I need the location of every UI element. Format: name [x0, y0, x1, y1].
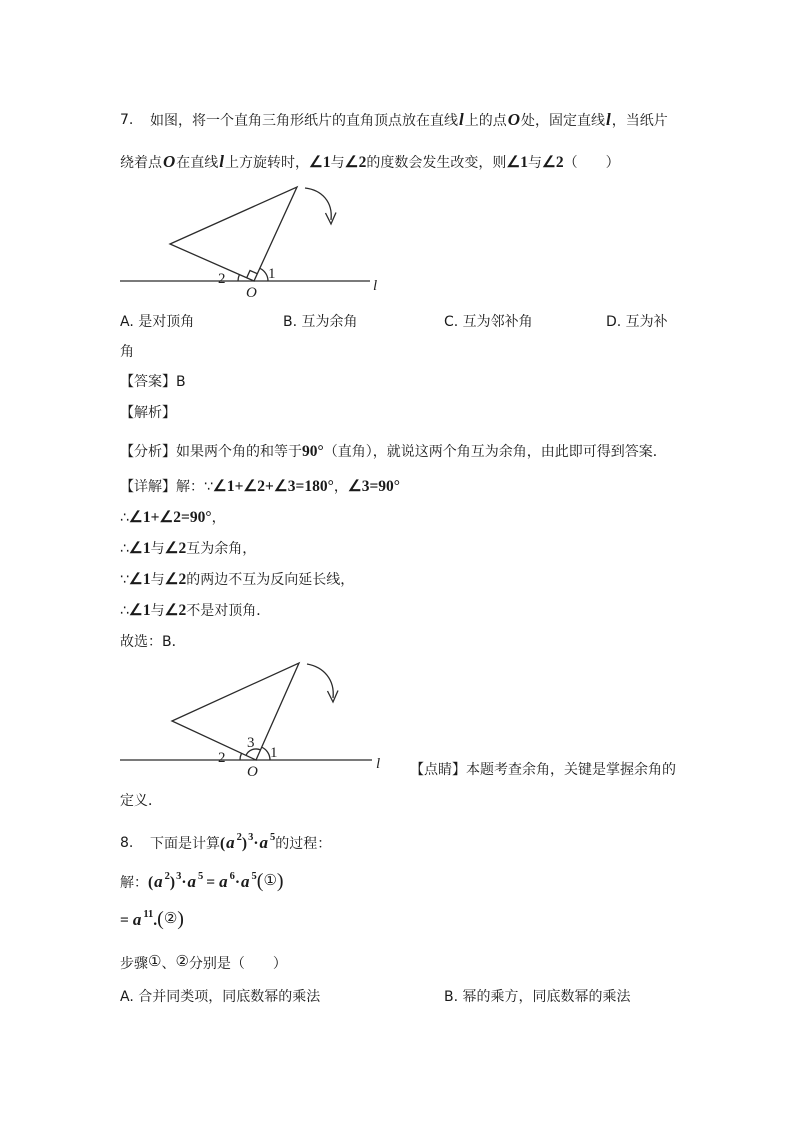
detail-text: 【详解】解：: [120, 479, 204, 495]
line-variable: l: [459, 110, 464, 129]
exponent: 11: [143, 909, 154, 920]
stem-text: 在直线: [176, 155, 219, 171]
angle-1-label: 1: [270, 745, 278, 761]
explanation-heading: 【解析】: [120, 405, 176, 421]
angle-2-arc: [240, 753, 242, 760]
base-variable: a: [187, 872, 197, 891]
line-variable: l: [219, 152, 225, 171]
equals-sign: =: [120, 912, 129, 929]
step-marker-paren: (: [256, 870, 264, 892]
step-1-marker: ①: [263, 871, 277, 889]
angle-symbol: ∠2: [164, 602, 187, 619]
right-triangle: [170, 187, 297, 281]
line-variable: l: [606, 110, 611, 129]
exponent: 5: [251, 871, 257, 882]
stem-text: 、: [161, 956, 176, 972]
triangle-figure-1: [110, 178, 390, 303]
left-paren: (: [148, 874, 154, 891]
base-variable: a: [259, 833, 269, 852]
detail-line-3: [120, 539, 256, 559]
step-marker-paren: ): [177, 908, 184, 930]
rotation-arrow: [307, 664, 333, 698]
step-1-marker: ①: [148, 952, 162, 970]
line-l-label: l: [373, 278, 378, 294]
key-point-line-2: 定义．: [120, 793, 162, 809]
analysis-text: （直角），就说这两个角互为余角，由此即可得到答案．: [323, 444, 667, 460]
detail-line-2: [120, 508, 226, 528]
detail-text: 与: [150, 541, 165, 557]
step-question: [120, 953, 287, 974]
math-expression: ∠3=90°: [347, 478, 400, 495]
step-2-marker: ②: [163, 909, 178, 927]
vertex-o-label: O: [246, 285, 257, 301]
math-expression: ∠1+∠2=90°: [128, 509, 212, 526]
base-variable: a: [154, 872, 163, 891]
angle-symbol: ∠1: [128, 602, 151, 619]
angle-symbol: ∠2: [344, 154, 367, 171]
detail-text: 的两边不互为反向延长线，: [186, 572, 355, 588]
question-8-number: 8.: [120, 835, 134, 851]
analysis-text: 【分析】如果两个角的和等于: [120, 444, 302, 460]
question-7-number: 7.: [120, 112, 134, 128]
step-marker-paren: (: [157, 908, 164, 930]
angle-symbol: ∠1: [128, 571, 151, 588]
option-a: A. 合并同类项，同底数幂的乘法: [120, 989, 321, 1005]
angle-symbol: ∠1: [309, 154, 331, 171]
exponent: 3: [248, 832, 254, 843]
detail-text: 不是对顶角．: [186, 603, 271, 619]
option-d-wrap: 角: [120, 344, 134, 360]
detail-text: ，: [211, 510, 226, 526]
angle-symbol: ∠1: [506, 154, 528, 171]
exponent: 2: [236, 832, 242, 843]
step-2-marker: ②: [175, 952, 189, 970]
line-l-label: l: [376, 756, 381, 772]
right-paren: ): [169, 874, 176, 891]
vertex-o-label: O: [247, 764, 258, 780]
solution-line-2: [120, 909, 184, 933]
solution-line-1: [120, 871, 284, 895]
right-paren: ): [241, 835, 248, 852]
math-expression: 90°: [302, 443, 324, 460]
detail-text: 互为余角，: [186, 541, 257, 557]
angle-2-label: 2: [218, 271, 226, 287]
stem-text: 的过程：: [275, 836, 332, 852]
exponent: 5: [198, 871, 204, 882]
option-c: C. 互为邻补角: [444, 314, 533, 330]
angle-1-arc: [260, 268, 268, 281]
stem-text: 如图，将一个直角三角形纸片的直角顶点放在直线: [150, 113, 458, 129]
point-variable: O: [507, 110, 521, 129]
detail-line-1: [120, 477, 400, 497]
choice: 故选：B．: [120, 634, 186, 650]
exponent: 6: [229, 871, 235, 882]
key-point-line-1: 【点睛】本题考查余角，关键是掌握余角的: [410, 762, 676, 778]
equals-sign: =: [206, 874, 216, 891]
multiply-dot: ·: [253, 835, 259, 852]
step-marker-paren: ): [276, 870, 284, 892]
detail-line-4: [120, 570, 354, 590]
base-variable: a: [132, 910, 142, 929]
exponent: 3: [176, 871, 182, 882]
right-triangle: [172, 663, 299, 760]
stem-text: 绕着点: [120, 155, 162, 171]
angle-1-arc: [262, 747, 270, 760]
triangle-figure-2: [110, 655, 390, 780]
left-paren: (: [220, 835, 226, 852]
angle-3-label: 3: [247, 735, 255, 751]
detail-text: ，: [333, 479, 348, 495]
because-symbol: ∵: [204, 479, 213, 495]
question-7-stem-line-1: [150, 110, 668, 131]
multiply-dot: ·: [234, 874, 241, 891]
angle-symbol: ∠2: [541, 154, 564, 171]
stem-text: 与: [330, 155, 345, 171]
angle-1-label: 1: [268, 266, 276, 282]
power-expression: [220, 832, 276, 852]
answer: 【答案】B: [120, 374, 186, 390]
math-expression: ∠1+∠2+∠3=180°: [212, 478, 334, 495]
therefore-symbol: ∴: [120, 541, 129, 557]
stem-text: 上的点: [464, 113, 507, 129]
angle-2-label: 2: [218, 750, 226, 766]
because-symbol: ∵: [120, 572, 129, 588]
angle-2-arc: [238, 275, 239, 281]
exponent: 2: [164, 871, 170, 882]
stem-text: 处，固定直线: [521, 113, 606, 129]
point-variable: O: [163, 152, 176, 171]
detail-text: 与: [150, 603, 165, 619]
option-b: B. 互为余角: [283, 314, 358, 330]
base-variable: a: [241, 872, 250, 891]
answer-blank: （ ）: [563, 155, 620, 171]
exponent: 5: [270, 832, 276, 843]
solution-label: 解：: [120, 875, 148, 891]
multiply-dot: ·: [181, 874, 187, 891]
question-8-stem: [150, 833, 331, 856]
option-d: D. 互为补: [606, 314, 668, 330]
detail-text: 与: [150, 572, 165, 588]
base-variable: a: [219, 872, 228, 891]
stem-text: 步骤: [120, 956, 148, 972]
angle-symbol: ∠2: [164, 571, 187, 588]
angle-symbol: ∠2: [164, 540, 187, 557]
stem-text: 下面是计算: [150, 836, 220, 852]
analysis-line: [120, 442, 667, 462]
stem-text: 上方旋转时，: [225, 155, 310, 171]
stem-text: ，当纸片: [611, 113, 668, 129]
base-variable: a: [226, 833, 235, 852]
stem-text: 的度数会发生改变，则: [366, 155, 507, 171]
stem-text: 分别是（ ）: [188, 956, 287, 972]
option-b: B. 幂的乘方，同底数幂的乘法: [444, 989, 631, 1005]
therefore-symbol: ∴: [120, 603, 129, 619]
option-a: A. 是对顶角: [120, 314, 195, 330]
angle-symbol: ∠1: [128, 540, 151, 557]
period: .: [153, 912, 158, 929]
question-7-stem-line-2: [120, 152, 620, 173]
therefore-symbol: ∴: [120, 510, 129, 526]
detail-line-5: [120, 601, 270, 621]
stem-text: 与: [527, 155, 542, 171]
